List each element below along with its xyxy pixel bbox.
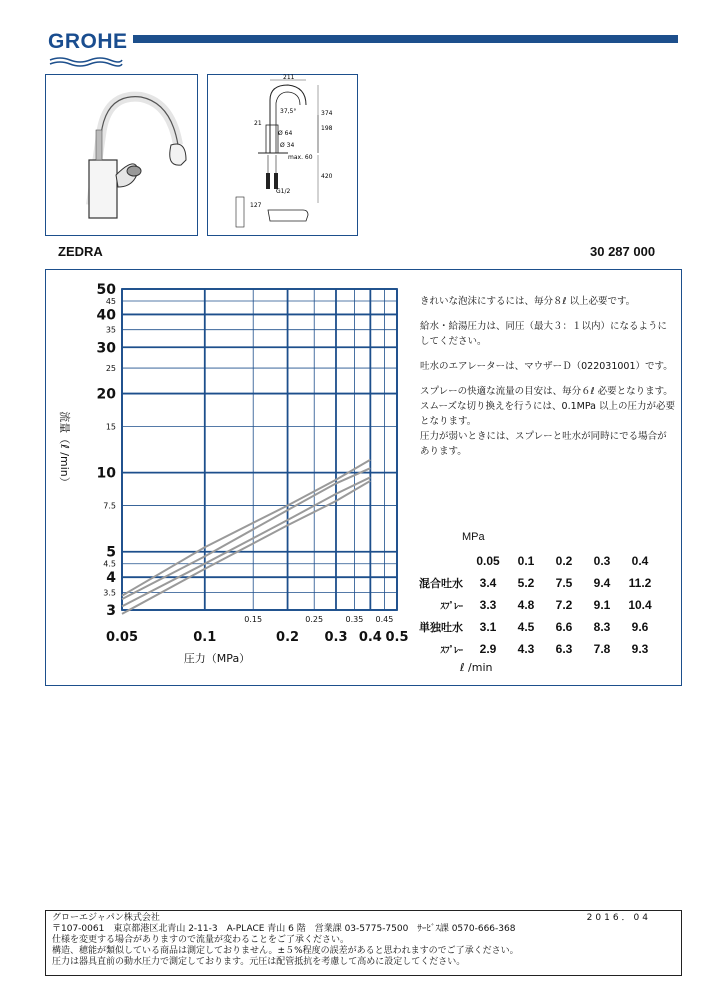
dim-198: 198	[321, 125, 333, 132]
table-cell: 9.4	[593, 576, 611, 590]
table-cell: 3.3	[479, 598, 497, 612]
table-cell: 11.2	[628, 576, 652, 590]
table-cell: 6.6	[555, 620, 573, 634]
flow-pressure-chart	[45, 269, 409, 684]
note-pressure: 給水・給湯圧力は、同圧（最大３：１以内）になるようにしてください。	[420, 321, 668, 347]
x-axis-label: 圧力（MPa）	[183, 652, 251, 665]
x-tick-label: 0.5	[385, 630, 409, 645]
dim-d64: Ø 64	[278, 130, 293, 137]
x-tick-label: 0.25	[305, 615, 324, 624]
y-tick-label: 40	[96, 307, 116, 324]
row-label: 単独吐水	[419, 622, 463, 634]
y-tick-label: 50	[96, 282, 116, 298]
row-label: ｽﾌﾟﾚｰ	[440, 644, 463, 655]
table-cell: 9.3	[631, 642, 649, 656]
row-label: ｽﾌﾟﾚｰ	[440, 600, 463, 611]
dim-angle: 37,5°	[280, 108, 297, 115]
x-tick-label: 0.1	[193, 630, 217, 645]
table-cell: 5.2	[517, 576, 535, 590]
dim-211: 211	[283, 74, 295, 81]
series-line	[122, 481, 370, 614]
table-unit-flow: ℓ /min	[460, 661, 493, 674]
note-switch: スムーズな切り換えを行うには、0.1MPa 以上の圧力が必要となります。	[420, 401, 675, 427]
y-tick-label: 3.5	[103, 588, 116, 598]
y-tick-label: 45	[105, 297, 116, 307]
table-unit-mpa: MPa	[462, 531, 485, 543]
y-tick-label: 25	[105, 364, 116, 374]
table-header-cell: 0.2	[555, 554, 573, 568]
table-header-cell: 0.05	[476, 554, 500, 568]
y-tick-label: 4	[106, 570, 116, 587]
table-cell: 4.8	[517, 598, 535, 612]
x-tick-label: 0.4	[358, 630, 382, 645]
product-code: 30 287 000	[590, 244, 656, 259]
y-tick-label: 15	[105, 422, 116, 432]
table-cell: 7.2	[555, 598, 573, 612]
dim-21: 21	[254, 120, 262, 127]
table-row	[405, 572, 659, 594]
table-cell: 9.1	[593, 598, 611, 612]
table-header-cell: 0.4	[631, 554, 649, 568]
note-spray: スプレーの快適な流量の目安は、毎分６ℓ 必要となります。	[420, 386, 673, 397]
y-tick-label: 20	[96, 386, 116, 403]
table-cell: 6.3	[555, 642, 573, 656]
series-line	[122, 468, 370, 599]
plot-frame	[122, 289, 397, 610]
footer-line-1: 仕様を変更する場合がありますので流量が変わることをご了承ください。	[52, 935, 350, 945]
y-axis-label: 流量（ℓ /min）	[58, 411, 71, 488]
dim-127: 127	[250, 202, 262, 209]
series-line	[122, 477, 370, 606]
flow-table	[405, 550, 659, 660]
footer-line-3: 圧力は器具直前の動水圧力で測定しております。元圧は配管抵抗を考慮して高めに設定してください。	[52, 957, 466, 967]
dim-g12: G1/2	[276, 188, 291, 195]
table-cell: 4.3	[517, 642, 535, 656]
x-tick-label: 0.35	[345, 615, 364, 624]
dim-d34: Ø 34	[280, 142, 295, 149]
x-tick-label: 0.05	[105, 630, 139, 645]
table-row	[405, 594, 659, 616]
table-cell: 4.5	[517, 620, 535, 634]
product-photo	[45, 74, 198, 236]
table-header-cell: 0.1	[517, 554, 535, 568]
notes	[420, 294, 675, 459]
brand-bar	[133, 35, 678, 43]
series-line	[122, 460, 370, 596]
footer	[45, 910, 682, 976]
footer-line-2: 構造、穂能が類似している商品は測定しておりません。±５%程度の誤差があると思われますのでご了承ください。	[52, 946, 519, 956]
dim-420: 420	[321, 173, 333, 180]
x-tick-label: 0.45	[375, 615, 394, 624]
technical-drawing	[207, 74, 358, 236]
table-cell: 9.6	[631, 620, 649, 634]
product-name: ZEDRA	[58, 244, 103, 259]
note-low-pressure: 圧力が弱いときには、スプレーと吐水が同時にでる場合があります。	[420, 431, 667, 457]
footer-address: 〒107-0061 東京都港区北青山 2-11-3 A-PLACE 青山 6 階 営業課 03-5775-7500 ｻｰﾋﾞｽ課 0570-666-368	[52, 924, 516, 934]
note-aerator: 吐水のエアレーターは、マウザーＤ（022031001）です。	[420, 361, 673, 372]
table-cell: 2.9	[479, 642, 497, 656]
y-tick-label: 7.5	[103, 501, 116, 511]
brand-logo: GROHE	[48, 30, 128, 53]
dim-max60: max. 60	[288, 154, 313, 161]
table-cell: 7.8	[593, 642, 611, 656]
row-label: 混合吐水	[419, 578, 463, 590]
note-foam: きれいな泡沫にするには、毎分８ℓ 以上必要です。	[420, 296, 636, 307]
table-row	[405, 638, 659, 660]
footer-company: グローエジャパン株式会社	[52, 913, 160, 923]
table-cell: 10.4	[628, 598, 652, 612]
x-tick-label: 0.2	[276, 630, 300, 645]
logo-wave-icon	[48, 55, 123, 67]
x-tick-label: 0.3	[324, 630, 348, 645]
table-cell: 8.3	[593, 620, 611, 634]
y-tick-label: 30	[96, 340, 116, 357]
y-tick-label: 10	[96, 465, 116, 482]
footer-date: 2016．04	[586, 913, 651, 923]
y-tick-label: 35	[105, 325, 116, 335]
table-header-row	[405, 550, 659, 572]
table-cell: 3.1	[479, 620, 497, 634]
x-tick-label: 0.15	[244, 615, 263, 624]
table-cell: 7.5	[555, 576, 573, 590]
table-row	[405, 616, 659, 638]
y-tick-label: 3	[106, 603, 116, 619]
table-header-cell: 0.3	[593, 554, 611, 568]
table-cell: 3.4	[479, 576, 497, 590]
y-tick-label: 5	[106, 544, 116, 561]
dim-374: 374	[321, 110, 333, 117]
y-tick-label: 4.5	[103, 559, 116, 569]
